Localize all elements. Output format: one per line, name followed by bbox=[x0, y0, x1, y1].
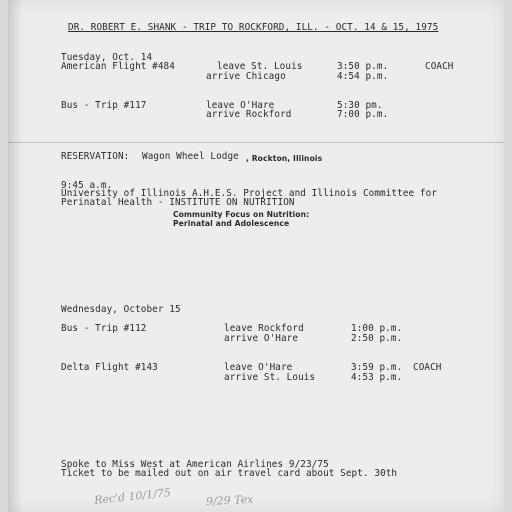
tuesday-flight-arrive: arrive Chicago bbox=[206, 71, 286, 82]
wednesday-bus-arrive-time: 2:50 p.m. bbox=[351, 333, 403, 344]
tuesday-bus-name: Bus - Trip #117 bbox=[61, 100, 147, 111]
handwritten-note-left: Rec'd 10/1/75 bbox=[93, 486, 172, 507]
wednesday-bus-arrive: arrive O'Hare bbox=[224, 333, 299, 344]
wednesday-flight-arrive-time: 4:53 p.m. bbox=[351, 372, 403, 383]
wednesday-flight-leave: leave O'Hare bbox=[224, 362, 293, 373]
event-time: 9:45 a.m. bbox=[61, 180, 113, 191]
event-line-2: Perinatal Health - INSTITUTE ON NUTRITION bbox=[61, 197, 295, 208]
tuesday-bus-leave-time: 5:30 pm. bbox=[337, 100, 383, 111]
tuesday-flight-leave-time: 3:50 p.m. bbox=[337, 61, 389, 72]
tuesday-bus-arrive: arrive Rockford bbox=[206, 109, 292, 120]
tuesday-date: Tuesday, Oct. 14 bbox=[61, 52, 153, 63]
tuesday-bus-arrive-time: 7:00 p.m. bbox=[337, 109, 389, 120]
notes-line-1: Spoke to Miss West at American Airlines 9/23/75 bbox=[61, 459, 329, 470]
event-focus-1: Community Focus on Nutrition: bbox=[173, 210, 310, 219]
tuesday-bus-leave: leave O'Hare bbox=[206, 100, 275, 111]
page-title: DR. ROBERT E. SHANK - TRIP TO ROCKFORD, ILL. - OCT. 14 & 15, 1975 bbox=[68, 22, 439, 33]
tuesday-flight-leave: leave St. Louis bbox=[217, 61, 303, 72]
reservation-lodge: Wagon Wheel Lodge bbox=[142, 151, 239, 162]
wednesday-date: Wednesday, October 15 bbox=[61, 304, 181, 315]
wednesday-flight-leave-time: 3:59 p.m. bbox=[351, 362, 403, 373]
wednesday-flight-class: COACH bbox=[413, 362, 442, 373]
wednesday-flight-name: Delta Flight #143 bbox=[61, 362, 158, 373]
notes-line-2: Ticket to be mailed out on air travel card about Sept. 30th bbox=[61, 468, 398, 479]
event-focus-2: Perinatal and Adolescence bbox=[173, 219, 290, 228]
event-line-1: University of Illinois A.H.E.S. Project and Illinois Committee for bbox=[61, 188, 438, 199]
handwritten-note-right: 9/29 Tex bbox=[205, 492, 254, 509]
document-page bbox=[8, 0, 504, 512]
wednesday-bus-leave: leave Rockford bbox=[224, 323, 304, 334]
tuesday-flight-class: COACH bbox=[425, 61, 454, 72]
fold-line bbox=[8, 142, 504, 143]
tuesday-flight-name: American Flight #484 bbox=[61, 61, 175, 72]
wednesday-flight-arrive: arrive St. Louis bbox=[224, 372, 316, 383]
wednesday-bus-leave-time: 1:00 p.m. bbox=[351, 323, 403, 334]
wednesday-bus-name: Bus - Trip #112 bbox=[61, 323, 147, 334]
tuesday-flight-arrive-time: 4:54 p.m. bbox=[337, 71, 389, 82]
reservation-location: , Rockton, Illinois bbox=[246, 154, 323, 163]
reservation-label: RESERVATION: bbox=[61, 151, 130, 162]
